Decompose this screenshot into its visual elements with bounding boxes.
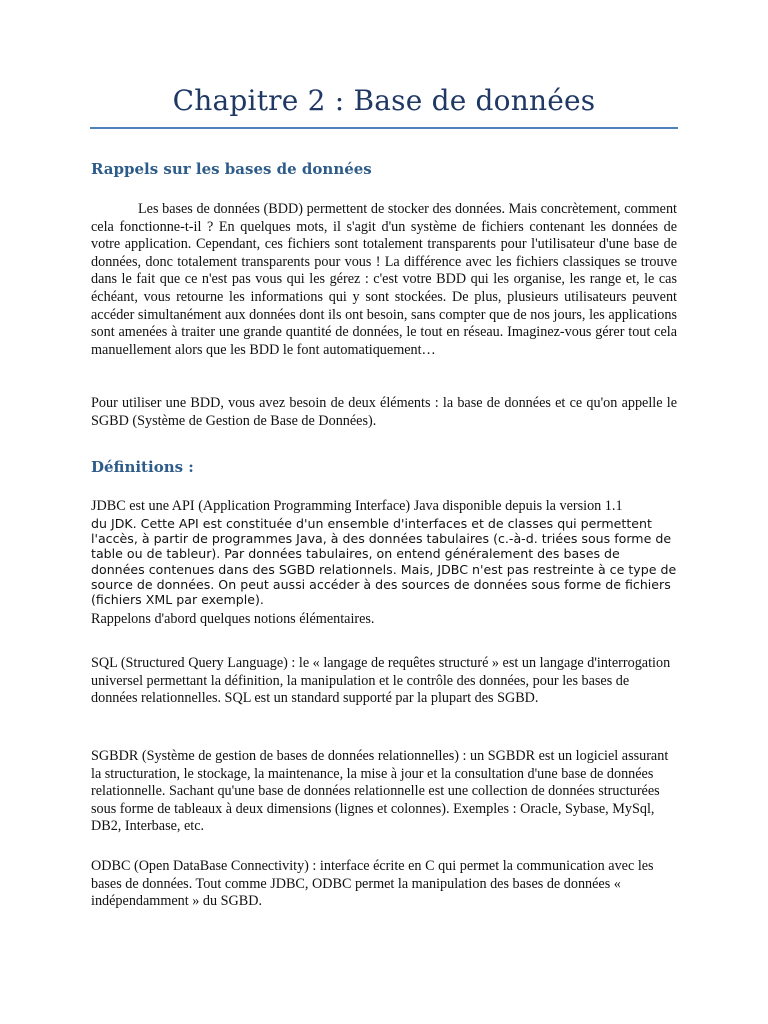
paragraph-rappelons: Rappelons d'abord quelques notions élémentaires. — [91, 611, 375, 627]
title-underline — [90, 127, 678, 129]
paragraph-bdd-elements: Pour utiliser une BDD, vous avez besoin de deux éléments : la base de données et ce qu'on appelle le SGBD (Système de Gestion de Base de Données). — [91, 395, 677, 429]
page-title: Chapitre 2 : Base de données — [172, 84, 596, 117]
section-heading-definitions: Définitions : — [91, 458, 194, 476]
section-heading-rappels: Rappels sur les bases de données — [91, 160, 372, 178]
paragraph-jdbc-lead: JDBC est une API (Application Programming Interface) Java disponible depuis la version 1.1 — [91, 498, 623, 514]
paragraph-jdbc-definition: du JDK. Cette API est constituée d'un ensemble d'interfaces et de classes qui permettent l'accès, à partir de programmes Java, à des données tabulaires (c.-à-d. triées sous forme de table ou de tableur). Par données tabulaires, on entend généralement des bases de données contenues dans des SGBD relationnels. Mais, JDBC n'est pas restreinte à ce type de source de données. On peut aussi accéder à des sources de données sous forme de fichiers (fichiers XML par exemple). — [91, 516, 677, 608]
paragraph-bdd-intro: Les bases de données (BDD) permettent de stocker des données. Mais concrètement, comment cela fonctionne-t-il ? En quelques mots, il s'agit d'un système de fichiers contenant les données de votre application. Cependant, ces fichiers sont totalement transparents pour l'utilisateur d'une base de données, donc totalement transparents pour vous ! La différence avec les fichiers classiques se trouve dans le fait que ce n'est pas vous qui les gérez : c'est votre BDD qui les organise, les range et, le cas échéant, vous retourne les informations qui y sont stockées. De plus, plusieurs utilisateurs peuvent accéder simultanément aux données dont ils ont besoin, sans compter que de nos jours, les applications sont amenées à traiter une grande quantité de données, le tout en réseau. Imaginez-vous gérer tout cela manuellement alors que les BDD le font automatiquement… — [91, 201, 677, 358]
paragraph-sql-definition: SQL (Structured Query Language) : le « langage de requêtes structuré » est un langage d'interrogation universel permettant la définition, la manipulation et le contrôle des données, pour les bases de données relationnelles. SQL est un standard supporté par la plupart des SGBD. — [91, 655, 671, 707]
paragraph-odbc-definition: ODBC (Open DataBase Connectivity) : interface écrite en C qui permet la communication avec les bases de données. Tout comme JDBC, ODBC permet la manipulation des bases de données « indépendamment » du SGBD. — [91, 858, 654, 910]
paragraph-sgbdr-definition: SGBDR (Système de gestion de bases de données relationnelles) : un SGBDR est un logiciel assurant la structuration, le stockage, la maintenance, la mise à jour et la consultation d'une base de données relationnelle. Sachant qu'une base de données relationnelle est une collection de données structurées sous forme de tableaux à deux dimensions (lignes et colonnes). Exemples : Oracle, Sybase, MySql, DB2, Interbase, etc. — [91, 748, 669, 835]
